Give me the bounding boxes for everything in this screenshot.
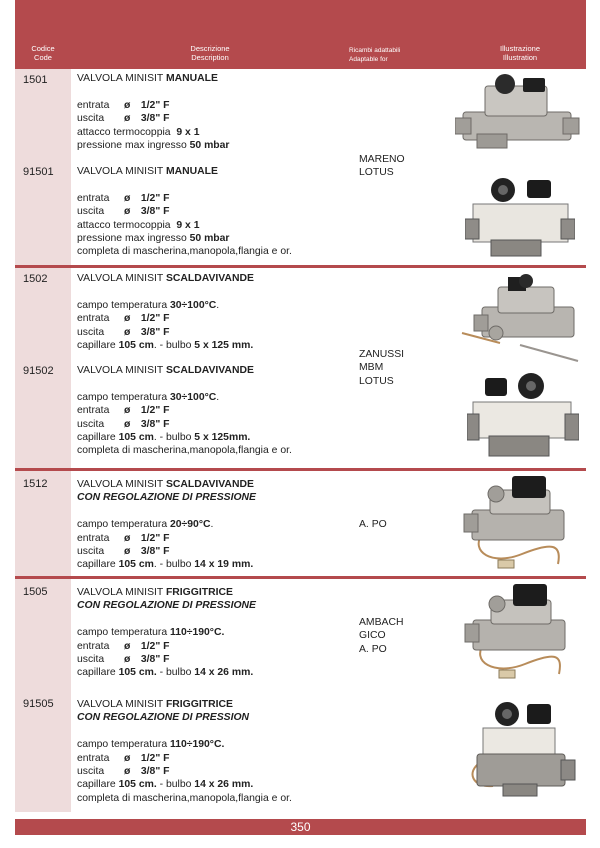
spec-label: attacco termocoppia [77,126,171,138]
spec-label: entrata [77,640,110,652]
product-note: completa di mascherina,manopola,flangia e or. [77,246,292,258]
title-bold: FRIGGITRICE [165,587,233,598]
adaptable-brands [359,616,403,656]
brand-name: MBM [359,362,384,374]
spec-value: 3/8" F [140,206,170,218]
spec-value: 1/2" F [140,313,170,325]
spec-label: uscita [77,418,105,430]
gas-valve-image [463,582,573,682]
spec-label: campo temperatura [77,739,168,751]
code-column [15,576,71,812]
spec-label: capillare [77,779,116,791]
spec-value: 50 mbar [189,233,230,245]
diameter-symbol: ø [124,192,131,204]
spec-label: pressione max ingresso [77,140,187,152]
spec-value: 110÷190°C. [170,627,225,639]
product-section [15,576,586,812]
spec-label: . - bulbo [153,432,192,444]
header-illustration: Illustrazione Illustration [499,44,541,62]
spec-label: campo temperatura [77,391,168,403]
adaptable-brands [359,518,387,531]
title-text: VALVOLA MINISIT [77,73,166,84]
brand-name: AMBACH [359,617,404,628]
spec-value: 105 cm [118,340,154,352]
title-bold: SCALDAVIVANDE [165,479,254,490]
product-code: 1505 [23,586,48,598]
spec-value: 105 cm. [118,667,157,679]
spec-value: 3/8" F [140,654,170,666]
diameter-symbol: ø [124,405,131,417]
spec-label: entrata [77,192,110,204]
brand-name: A. PO [359,643,387,655]
spec-value: 14 x 19 mm. [194,559,254,571]
brand-name: MARENO [359,154,405,165]
header-description: Descrizione Description [190,44,230,62]
spec-value: 1/2" F [140,192,170,204]
title-bold: SCALDAVIVANDE [165,273,254,284]
spec-label: - bulbo [156,779,192,791]
spec-value: 105 cm. [118,779,157,791]
spec-value: 30÷100°C [170,391,217,403]
title-bold: SCALDAVIVANDE [165,365,254,376]
diameter-symbol: ø [124,752,131,764]
title-text: VALVOLA MINISIT [77,479,166,490]
spec-value: 9 x 1 [176,126,200,138]
spec-value: 105 cm [118,432,154,444]
gas-valve-image [463,700,578,800]
spec-value: 1/2" F [140,640,170,652]
product-subtitle: CON REGOLAZIONE DI PRESSIONE [77,492,256,504]
spec-label: . - bulbo [153,340,192,352]
spec-label: attacco termocoppia [77,219,171,231]
spec-value: 20÷90°C [170,519,211,531]
title-text: VALVOLA MINISIT [77,273,166,284]
table-header [15,0,586,66]
spec-label: uscita [77,206,105,218]
product-code: 91502 [23,365,54,377]
spec-label: uscita [77,654,105,666]
spec-value: 14 x 26 mm. [194,779,254,791]
spec-value: 1/2" F [140,99,170,111]
diameter-symbol: ø [124,532,131,544]
spec-value: 105 cm [118,559,154,571]
diameter-symbol: ø [124,766,131,778]
spec-value: 3/8" F [140,766,170,778]
diameter-symbol: ø [124,206,131,218]
spec-label: capillare [77,667,116,679]
section-divider [15,576,586,579]
product-code: 1512 [23,478,48,490]
spec-value: 5 x 125mm. [194,432,251,444]
product-section [15,66,586,265]
adaptable-brands [359,348,404,388]
product-subtitle: CON REGOLAZIONE DI PRESSION [77,712,250,724]
diameter-symbol: ø [124,640,131,652]
diameter-symbol: ø [124,113,131,125]
product-description [77,698,362,805]
product-code: 1501 [23,74,48,86]
product-description [77,586,362,680]
spec-value: 3/8" F [140,546,170,558]
spec-label: uscita [77,326,105,338]
spec-label: campo temperatura [77,519,168,531]
diameter-symbol: ø [124,654,131,666]
section-divider [15,468,586,471]
title-bold: FRIGGITRICE [165,699,233,710]
gas-valve-image [462,474,572,572]
spec-label: entrata [77,532,110,544]
diameter-symbol: ø [124,418,131,430]
spec-label: capillare [77,432,116,444]
spec-value: 30÷100°C [170,299,217,311]
spec-label: capillare [77,559,116,571]
spec-value: 1/2" F [140,752,170,764]
spec-label: entrata [77,313,110,325]
brand-name: LOTUS [359,375,394,387]
product-description: VALVOLA MINISIT SCALDAVIVANDE CON REGOLAZIONE DI PRESSIONE campo temperatura 20÷90°C. entrata ø 1/2" F uscita ø 3/8" F capillare 105 cm. - bulbo 14 x 19 mm. [77,478,362,572]
product-code: 91505 [23,698,54,710]
section-divider [15,66,586,69]
brand-name: LOTUS [359,167,394,179]
diameter-symbol: ø [124,313,131,325]
product-description [77,72,362,152]
spec-label: uscita [77,546,105,558]
diameter-symbol: ø [124,546,131,558]
spec-label: entrata [77,99,110,111]
spec-label: entrata [77,752,110,764]
title-bold: MANUALE [165,73,218,84]
product-section [15,468,586,576]
section-divider [15,265,586,268]
product-code: 1502 [23,273,48,285]
spec-value: 9 x 1 [176,219,200,231]
spec-label: campo temperatura [77,299,168,311]
spec-label: uscita [77,113,105,125]
product-description [77,165,362,259]
product-note: completa di mascherina,manopola,flangia e or. [77,445,292,457]
spec-value: 3/8" F [140,113,170,125]
title-bold: MANUALE [165,166,218,177]
spec-value: 1/2" F [140,405,170,417]
spec-label: pressione max ingresso [77,233,187,245]
title-text: VALVOLA MINISIT [77,166,166,177]
spec-value: 1/2" F [140,532,170,544]
spec-label: . - bulbo [153,559,192,571]
gas-valve-image [465,174,575,262]
gas-valve-image [455,74,580,154]
adaptable-brands [359,153,405,180]
spec-value: 14 x 26 mm. [194,667,254,679]
spec-value: 110÷190°C. [170,739,225,751]
gas-valve-image [460,273,580,363]
title-text: VALVOLA MINISIT [77,587,166,598]
diameter-symbol: ø [124,326,131,338]
product-code: 91501 [23,166,54,178]
spec-label: campo temperatura [77,627,168,639]
product-section [15,265,586,468]
page-footer [15,819,586,835]
spec-value: 50 mbar [189,140,230,152]
product-note: completa di mascherina,manopola,flangia e or. [77,792,292,804]
title-text: VALVOLA MINISIT [77,699,166,710]
spec-label: entrata [77,405,110,417]
brand-name: ZANUSSI [359,349,405,360]
product-description: VALVOLA MINISIT SCALDAVIVANDE campo temperatura 30÷100°C. entrata ø 1/2" F uscita ø 3/8" F capillare 105 cm. - bulbo 5 x 125mm. completa di mascherina,manopola,flangia e or. [77,364,362,458]
header-code: Codice Code [31,44,55,62]
brand-name: A. PO [359,519,387,530]
product-subtitle: CON REGOLAZIONE DI PRESSIONE [77,600,256,612]
brand-name: GICO [359,630,386,642]
page-number: 350 [290,820,311,834]
spec-value: 3/8" F [140,418,170,430]
diameter-symbol: ø [124,99,131,111]
spec-label: capillare [77,340,116,352]
header-adaptable: Ricambi adattabili Adaptable for [349,47,401,63]
spec-label: uscita [77,766,105,778]
title-text: VALVOLA MINISIT [77,365,166,376]
gas-valve-image [467,370,579,462]
spec-value: 5 x 125 mm. [194,340,254,352]
product-description: VALVOLA MINISIT SCALDAVIVANDE campo temperatura 30÷100°C. entrata ø 1/2" F uscita ø 3/8" F capillare 105 cm. - bulbo 5 x 125 mm. [77,273,254,352]
spec-value: 3/8" F [140,326,170,338]
spec-label: - bulbo [156,667,192,679]
